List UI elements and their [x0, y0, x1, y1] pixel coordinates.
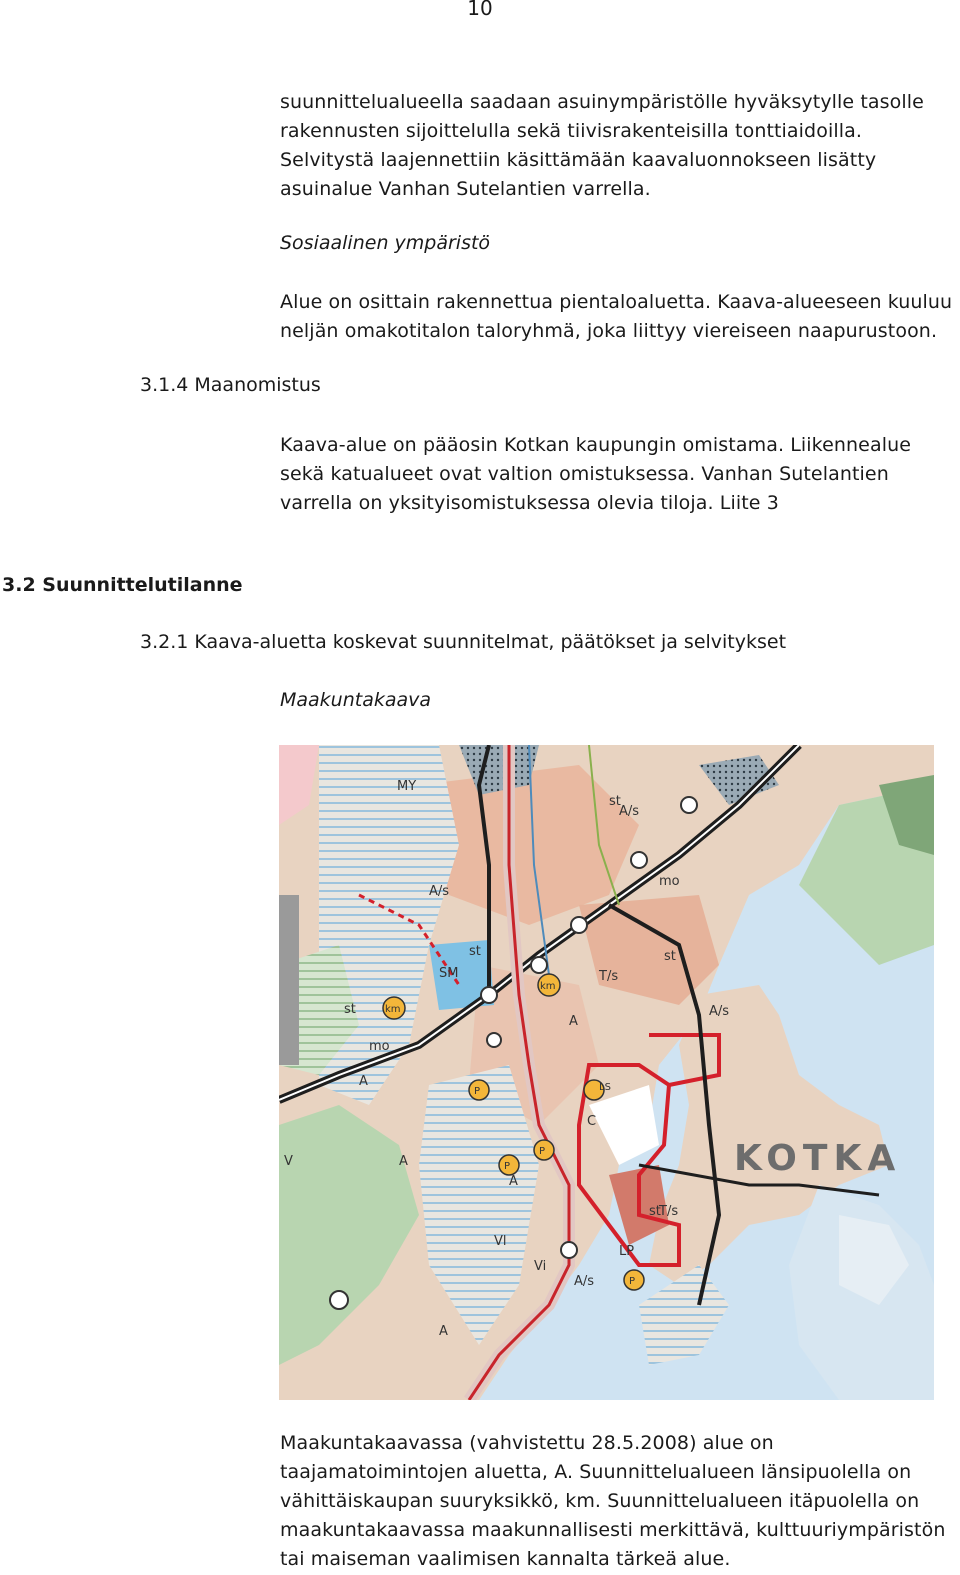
- svg-text:A: A: [399, 1154, 408, 1169]
- heading-planning-situation: 3.2 Suunnittelutilanne: [2, 574, 243, 596]
- svg-text:A/s: A/s: [619, 804, 640, 819]
- paragraph-ownership: Kaava-alue on pääosin Kotkan kaupungin omistama. Liikennealue sekä katualueet ovat valtion omistuksessa. Vanhan Sutelantien varrella on yksityisomistuksessa olevia tiloja. Liite 3: [280, 434, 912, 514]
- svg-text:A/s: A/s: [429, 884, 450, 899]
- heading-plans-decisions: 3.2.1 Kaava-aluetta koskevat suunnitelmat, päätökset ja selvitykset: [140, 631, 787, 653]
- svg-text:A/s: A/s: [709, 1004, 730, 1019]
- svg-text:P: P: [474, 1086, 481, 1097]
- svg-text:MY: MY: [397, 779, 417, 794]
- svg-text:st: st: [469, 944, 481, 959]
- svg-text:V: V: [284, 1154, 293, 1169]
- svg-text:Vl: Vl: [494, 1234, 507, 1249]
- svg-text:LP: LP: [619, 1244, 635, 1259]
- svg-text:A: A: [359, 1074, 368, 1089]
- svg-text:T/s: T/s: [659, 1204, 679, 1219]
- svg-text:st: st: [609, 794, 621, 809]
- svg-text:st: st: [344, 1002, 356, 1017]
- svg-text:km: km: [540, 981, 556, 992]
- map-city-label: KOTKA: [734, 1138, 902, 1179]
- svg-text:A: A: [439, 1324, 448, 1339]
- svg-text:SM: SM: [439, 966, 459, 981]
- svg-text:A: A: [569, 1014, 578, 1029]
- svg-text:A: A: [509, 1174, 518, 1189]
- regional-plan-map: [279, 745, 934, 1400]
- paragraph-regional-plan: Maakuntakaavassa (vahvistettu 28.5.2008) alue on taajamatoimintojen aluetta, A. Suunnittelualueen länsipuolella on vähittäiskaupan suuryksikkö, km. Suunnittelualueen itäpuolella on maakuntakaavassa maakunnallisesti merkittävä, kulttuuriympäristön tai maiseman vaalimisen kannalta tärkeä alue.: [280, 1432, 946, 1570]
- heading-regional-plan: Maakuntakaava: [280, 689, 432, 711]
- svg-text:st: st: [649, 1204, 661, 1219]
- svg-text:st: st: [664, 949, 676, 964]
- heading-social-environment: Sosiaalinen ympäristö: [280, 232, 491, 254]
- svg-text:C: C: [587, 1114, 597, 1129]
- svg-text:km: km: [385, 1004, 401, 1015]
- svg-text:Vi: Vi: [534, 1259, 547, 1274]
- svg-text:A/s: A/s: [574, 1274, 595, 1289]
- svg-text:mo: mo: [659, 874, 680, 889]
- svg-text:P: P: [629, 1276, 636, 1287]
- svg-text:T/s: T/s: [599, 969, 619, 984]
- svg-text:P: P: [504, 1161, 511, 1172]
- svg-text:LS: LS: [599, 1082, 611, 1093]
- heading-land-ownership: 3.1.4 Maanomistus: [140, 374, 321, 396]
- page-number: 10: [467, 0, 493, 20]
- svg-text:mo: mo: [369, 1039, 390, 1054]
- svg-text:P: P: [539, 1146, 546, 1157]
- paragraph-noise: suunnittelualueella saadaan asuinympäristölle hyväksytylle tasolle rakennusten sijoittelulla sekä tiivisrakenteisilla tonttiaidoilla. Selvitystä laajennettiin käsittämään kaavaluonnokseen lisätty asuinalue Vanhan Sutelantien varrella.: [280, 91, 924, 200]
- paragraph-social: Alue on osittain rakennettua pientaloaluetta. Kaava-alueeseen kuuluu neljän omakotitalon taloryhmä, joka liittyy viereiseen naapurustoon.: [280, 291, 953, 342]
